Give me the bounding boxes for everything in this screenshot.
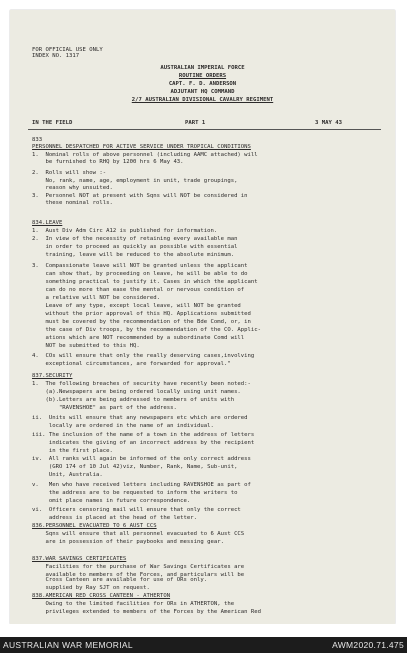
order-line: address is placed at the head of the letter. xyxy=(32,515,198,521)
order-line: Leave of any type, except local leave, will NOT be granted xyxy=(32,303,241,309)
order-line: iv. All ranks will again be informed of the only correct address xyxy=(32,456,251,462)
order-line: No, rank, name, age, employment in unit, trade groupings, xyxy=(32,178,238,184)
order-line: in the first place. xyxy=(32,448,113,454)
order-line: Cross Canteen are available for use of ORs only. xyxy=(32,577,208,583)
order-line: 2. Rolls will show :- xyxy=(32,170,107,176)
header-date: 3 MAY 43 xyxy=(315,120,342,126)
section-heading: 836.PERSONNEL EVACUATED TO 6 AUST CCS xyxy=(32,523,157,529)
footer-accession-number: AWM2020.71.475 xyxy=(332,640,404,650)
archive-footer xyxy=(0,637,407,653)
order-line: Facilities for the purchase of War Savings Certificates are xyxy=(32,564,245,570)
order-line: the case of Div troops, by the recommendation of the CO. Applic- xyxy=(32,327,262,333)
order-line: exceptional circumstances, are forwarded for approval." xyxy=(32,361,231,367)
header-rule xyxy=(28,129,381,130)
heading-line: ROUTINE ORDERS xyxy=(178,73,227,79)
header-location: IN THE FIELD xyxy=(32,120,73,126)
order-line: iii. The inclusion of the name of a town in the address of letters xyxy=(32,432,255,438)
order-line: without the prior approval of this HQ. Applications submitted xyxy=(32,311,251,317)
document-page xyxy=(10,10,395,624)
order-line: can show that, by proceeding on leave, he will be able to do xyxy=(32,271,248,277)
order-line: supplied by Ray SJT on request. xyxy=(32,585,150,591)
order-line: 1. Nominal rolls of above personnel (including AAMC attached) will xyxy=(32,152,258,158)
order-line: privileges extended to members of the Forces by the American Red xyxy=(32,609,262,615)
order-line: 1. Aust Div Adm Circ A12 is published for information. xyxy=(32,228,218,234)
order-line: training, leave will be reduced to the absolute minimum. xyxy=(32,252,235,258)
order-line: omit place names in future correspondence. xyxy=(32,498,191,504)
order-line: Unit, Australia. xyxy=(32,472,103,478)
order-line: v. Men who have received letters including RAVENSHOE as part of xyxy=(32,482,251,488)
order-line: (b).Letters are being addressed to members of units with xyxy=(32,397,235,403)
order-line: 833 xyxy=(32,137,43,143)
order-line: ations which are NOT recommended by a subordinate Comd will xyxy=(32,335,245,341)
section-heading: 837.SECURITY xyxy=(32,373,73,379)
order-line: be furnished to RHQ by 1200 hrs 6 May 43. xyxy=(32,159,184,165)
order-line: 3. Personnel NOT at present with Sqns will NOT be considered in xyxy=(32,193,248,199)
order-line: ii. Units will ensure that any newspapers etc which are ordered xyxy=(32,415,248,421)
order-line: Sqns will ensure that all personnel evacuated to 6 Aust CCS xyxy=(32,531,245,537)
order-line: Owing to the limited facilities for ORs in ATHERTON, the xyxy=(32,601,235,607)
order-line: 2. In view of the necessity of retaining every available man xyxy=(32,236,238,242)
order-line: these nominal rolls. xyxy=(32,200,113,206)
header-part: PART 1 xyxy=(185,120,206,126)
security-marking-line1: FOR OFFICIAL USE ONLY xyxy=(32,47,103,53)
order-line: 4. COs will ensure that only the really deserving cases,involving xyxy=(32,353,255,359)
footer-institution: AUSTRALIAN WAR MEMORIAL xyxy=(3,640,133,650)
order-line: are in possession of their paybooks and messing gear. xyxy=(32,539,224,545)
section-heading: 834.LEAVE xyxy=(32,220,63,226)
order-line: locally are ordered in the name of an individual. xyxy=(32,423,214,429)
order-line: indicates the giving of an incorrect address by the recipient xyxy=(32,440,255,446)
order-line: something practical to justify it. Cases in which the applicant xyxy=(32,279,258,285)
order-line: available to members of the Forces, and particulars will be xyxy=(32,572,245,578)
order-line: must be covered by the recommendation of the Bde Comd, or, in xyxy=(32,319,251,325)
heading-line: ADJUTANT HQ COMMAND xyxy=(170,89,235,95)
order-line: "RAVENSHOE" as part of the address. xyxy=(32,405,177,411)
heading-line: CAPT. F. D. ANDERSON xyxy=(168,81,237,87)
order-line: (GRO 174 of 10 Jul 42)viz, Number, Rank, Name, Sub-unit, xyxy=(32,464,238,470)
order-line: 1. The following breaches of security have recently been noted:- xyxy=(32,381,251,387)
section-heading: PERSONNEL DESPATCHED FOR ACTIVE SERVICE UNDER TROPICAL CONDITIONS xyxy=(32,144,251,150)
page-margin xyxy=(0,624,407,637)
section-heading: 838.AMERICAN RED CROSS CANTEEN - ATHERTON xyxy=(32,593,171,599)
order-line: (a).Newspapers are being ordered locally using unit names. xyxy=(32,389,241,395)
order-line: in order to proceed as quickly as possible with essential xyxy=(32,244,238,250)
order-line: vi. Officers censoring mail will ensure that only the correct xyxy=(32,507,241,513)
section-heading: 837.WAR SAVINGS CERTIFICATES xyxy=(32,556,127,562)
order-line: can do no more than ease the mental or nervous condition of xyxy=(32,287,245,293)
order-line: 3. Compassionate leave will NOT be granted unless the applicant xyxy=(32,263,248,269)
heading-line: 2/7 AUSTRALIAN DIVISIONAL CAVALRY REGIMENT xyxy=(131,97,274,103)
order-line: reason why unsuited. xyxy=(32,185,113,191)
security-marking-line2: INDEX NO. 1317 xyxy=(32,53,80,59)
order-line: NOT be submitted to this HQ. xyxy=(32,343,140,349)
order-line: the address are to be requested to inform the writers to xyxy=(32,490,238,496)
heading-line: AUSTRALIAN IMPERIAL FORCE xyxy=(160,65,245,71)
order-line: a relative will NOT be considered. xyxy=(32,295,160,301)
